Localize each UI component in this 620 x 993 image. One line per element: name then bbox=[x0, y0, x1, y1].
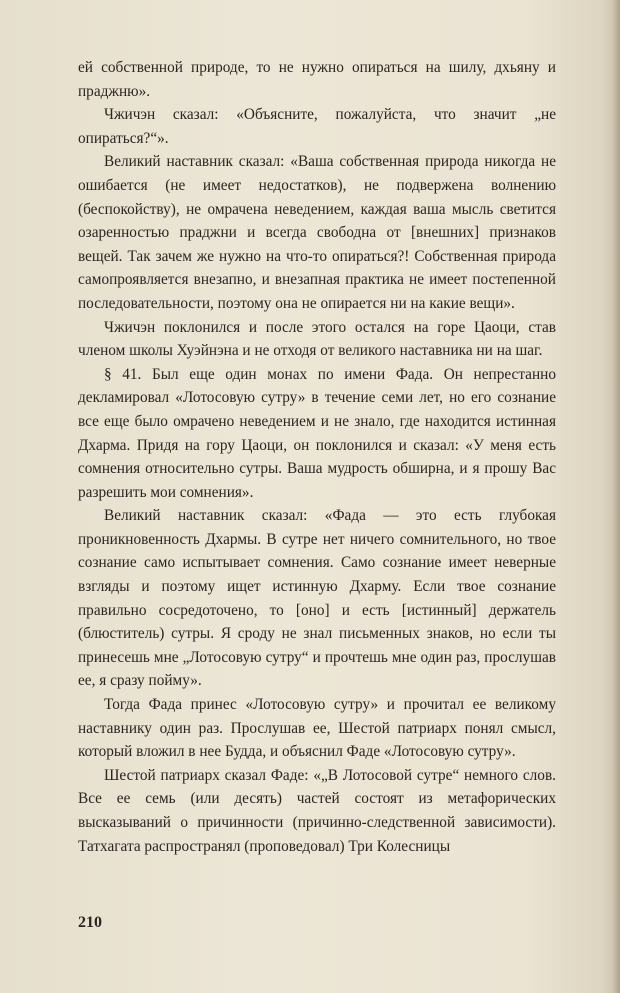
paragraph-2: Чжичэн сказал: «Объясните, пожалуйста, что значит „не опираться?“». bbox=[78, 106, 556, 147]
paragraph-5-section-41: § 41. Был еще один монах по имени Фада. Он непрестанно декламировал «Лотосовую сутру» в течение семи лет, но его сознание все еще было омрачено неведением и не знало, где находится истинная Дхарма. Придя на гору Цаоци, он поклонился и сказал: «У меня есть сомнения относительно сутры. Ваша мудрость обширна, и я прошу Вас разрешить мои сомнения». bbox=[78, 365, 556, 501]
paragraph-8: Шестой патриарх сказал Фаде: «„В Лотосовой сутре“ немного слов. Все ее семь (или десять) частей состоят из метафорических высказываний о причинности (причинно-следственной зависимости). Татхагата распространял (проповедовал) Три Колесницы bbox=[78, 766, 556, 855]
page-number: 210 bbox=[78, 914, 102, 931]
paragraph-6: Великий наставник сказал: «Фада — это есть глубокая проникновенность Дхармы. В сутре нет ничего сомнительного, но твое сознание само испытывает сомнения. Само сознание имеет неверные взгляды и поэтому ищет истинную Дхарму. Если твое сознание правильно сосредоточено, то [оно] и есть [истинный] держатель (блюститель) сутры. Я сроду не знал письменных знаков, но если ты принесешь мне „Лотосовую сутру“ и прочтешь мне один раз, прослушав ее, я сразу пойму». bbox=[78, 507, 556, 690]
paragraph-4: Чжичэн поклонился и после этого остался на горе Цаоци, став членом школы Хуэйнэна и не отходя от великого наставника ни на шаг. bbox=[78, 318, 556, 360]
page-edge-shadow bbox=[612, 0, 620, 993]
body-text bbox=[78, 56, 556, 858]
paragraph-7: Тогда Фада принес «Лотосовую сутру» и прочитал ее великому наставнику один раз. Прослушав ее, Шестой патриарх понял смысл, который вложил в нее Будда, и объяснил Фаде «Лотосовую сутру». bbox=[78, 696, 556, 761]
paragraph-1: ей собственной природе, то не нужно опираться на шилу, дхьяну и праджню». bbox=[78, 59, 556, 100]
paragraph-3: Великий наставник сказал: «Ваша собственная природа никогда не ошибается (не имеет недостатков), не подвержена волнению (беспокойству), не омрачена неведением, каждая ваша мысль светится озаренностью праджни и всегда свободна от [внешних] признаков вещей. Так зачем же нужно на что-то опираться?! Собственная природа самопроявляется внезапно, и внезапная практика не имеет постепенной последовательности, поэтому она не опирается ни на какие вещи». bbox=[78, 153, 556, 312]
